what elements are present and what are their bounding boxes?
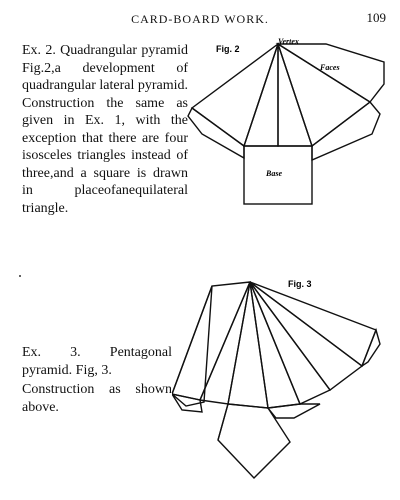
fig3-face-7 [250, 282, 376, 366]
exercise-3-body: Construction as shown above. [22, 382, 172, 415]
figure-2 [186, 26, 396, 230]
figure-3 [172, 272, 384, 496]
fig3-face-3 [228, 282, 268, 408]
fig2-front-face-left [244, 44, 278, 146]
fig3-face-5 [250, 282, 330, 404]
figure-3-drawing [172, 272, 384, 496]
fig2-vertex-label: Vertex [278, 37, 299, 46]
fig3-label: Fig. 3 [288, 279, 312, 289]
fig2-right-face [278, 44, 370, 146]
fig3-bottom-flap-right [268, 404, 320, 418]
fig3-base-left-edge [218, 404, 228, 440]
fig3-face-6 [250, 282, 362, 390]
running-head: CARD-BOARD WORK. [131, 12, 269, 26]
fig2-right-flap [312, 102, 380, 160]
fig2-base-label: Base [266, 169, 282, 178]
figure-2-drawing [186, 26, 396, 230]
fig2-label: Fig. 2 [216, 44, 240, 54]
fig3-pentagon-base [218, 404, 290, 478]
print-speck [19, 275, 21, 277]
fig2-left-flap [188, 108, 244, 158]
page-number: 109 [366, 10, 386, 25]
exercise-3-heading: Ex. 3. Pentagonal pyramid. Fig, 3. [22, 345, 172, 378]
exercise-2-paragraph: Ex. 2. Quadrangular pyramid Fig.2,a development of quadrangular lateral pyramid. Construction the same as given in Ex. 1, with the exception that there are four isosceles triangles instead of three,and a square is drawn in placeofanequilateral triangle. [22, 43, 188, 216]
fig2-left-face [192, 44, 278, 146]
fig3-right-flap [362, 330, 380, 366]
fig2-faces-label: Faces [320, 63, 340, 72]
